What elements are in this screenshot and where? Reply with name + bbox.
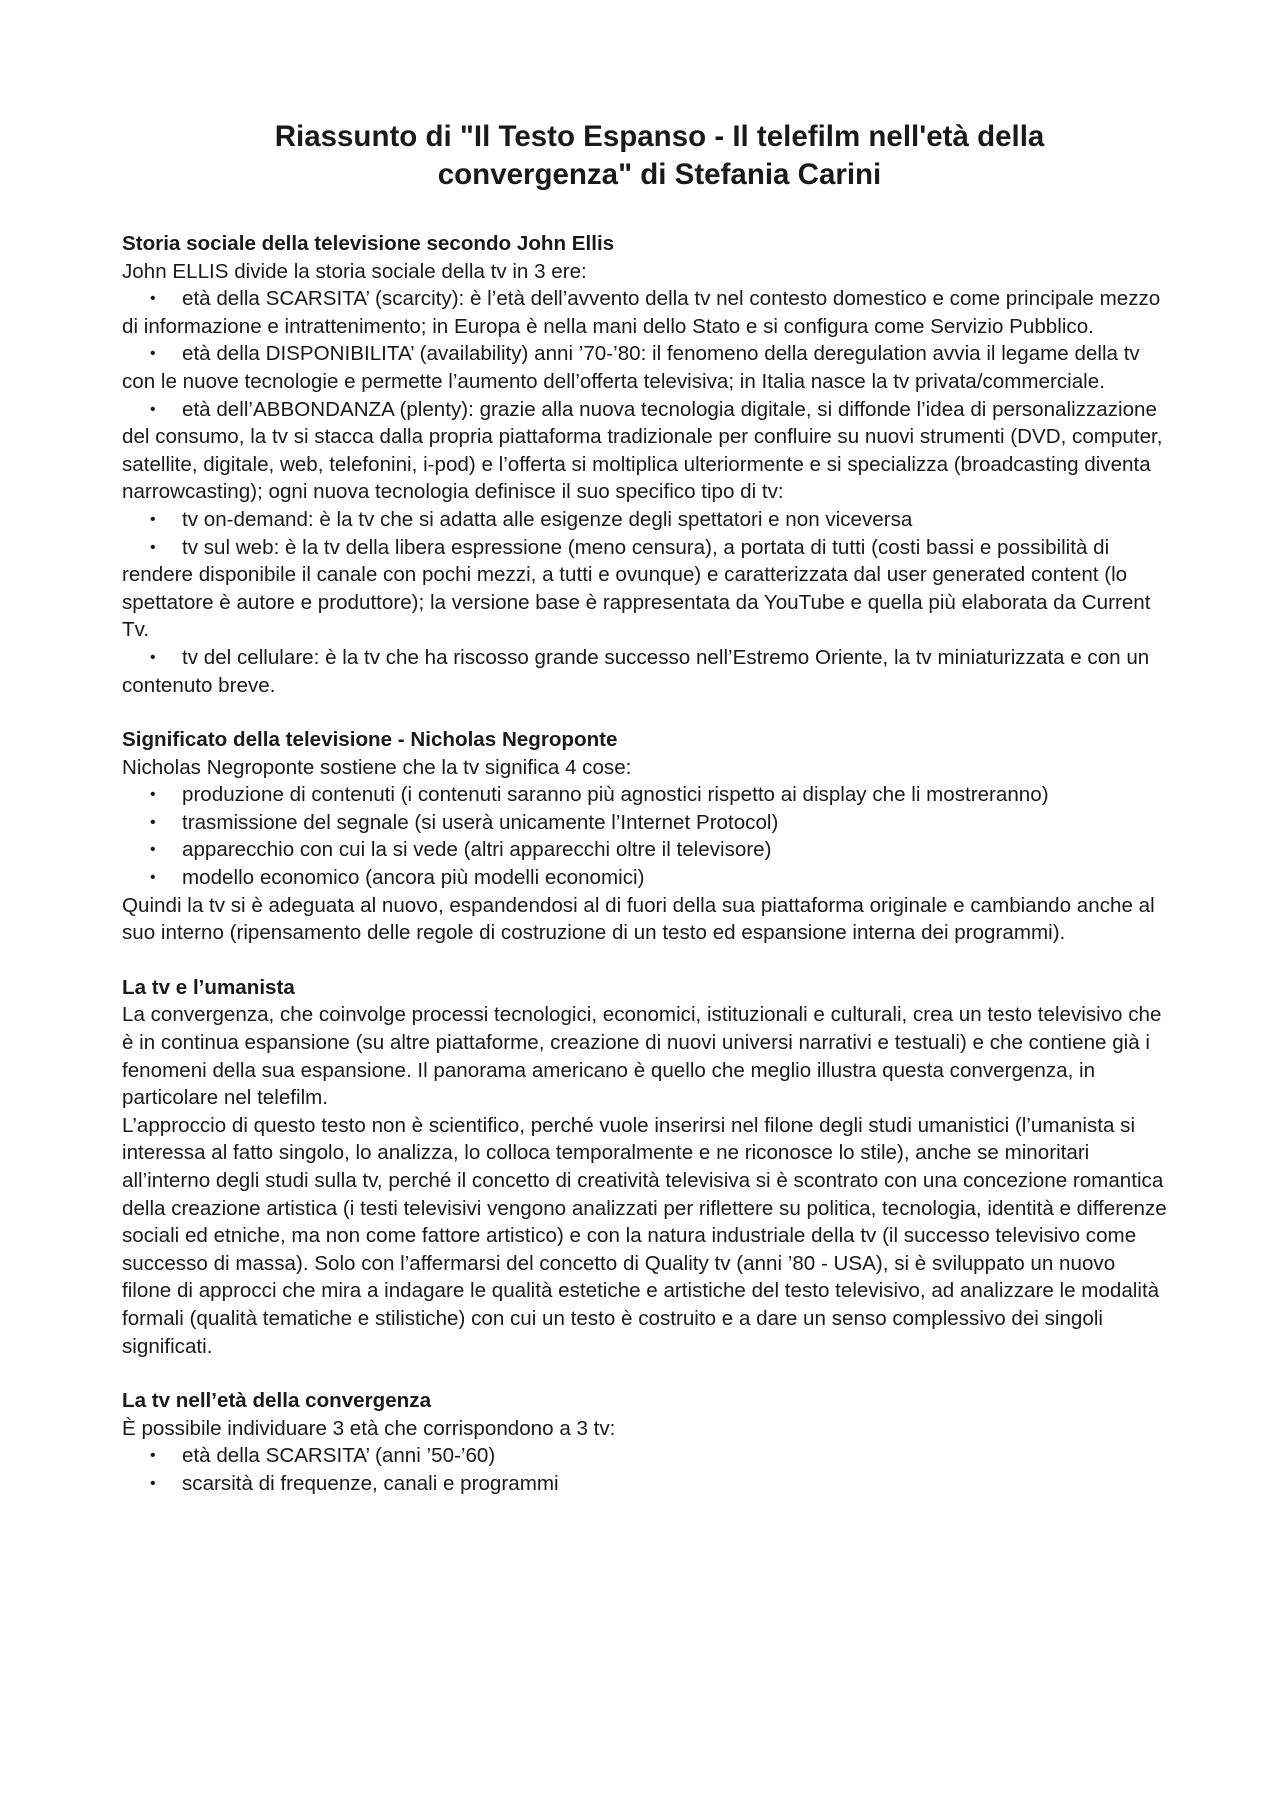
section-john-ellis <box>122 230 1167 699</box>
list-item <box>122 809 1167 837</box>
bullet-icon: • <box>150 345 156 363</box>
section-heading: La tv e l’umanista <box>122 975 295 999</box>
bullet-icon: • <box>150 510 156 528</box>
bullet-icon: • <box>150 400 156 418</box>
list-item-text: produzione di contenuti (i contenuti saranno più agnostici rispetto ai display che li mostreranno) <box>182 783 1049 807</box>
section-heading: Significato della televisione - Nicholas Negroponte <box>122 728 618 752</box>
section-intro: Nicholas Negroponte sostiene che la tv significa 4 cose: <box>122 755 632 779</box>
list-item-text: tv sul web: è la tv della libera espressione (meno censura), a portata di tutti (costi bassi e possibilità di rendere disponibile il canale con pochi mezzi, a tutti e ovunque) e caratterizzata dal user generated content (lo spettatore è autore e produttore); la versione base è rappresentata da YouTube e quella più elaborata da Current Tv. <box>122 535 1151 642</box>
section-tv-umanista <box>122 974 1167 1360</box>
bullet-list <box>122 781 1167 891</box>
bullet-icon: • <box>150 1447 156 1465</box>
title-line-1: Riassunto di "Il Testo Espanso - Il telefilm nell'età della <box>274 120 1045 153</box>
section-intro: John ELLIS divide la storia sociale della tv in 3 ere: <box>122 259 587 283</box>
list-item <box>122 1470 1167 1498</box>
list-item-text: tv del cellulare: è la tv che ha riscosso grande successo nell’Estremo Oriente, la tv miniaturizzata e con un contenuto breve. <box>122 645 1150 697</box>
list-item <box>122 781 1167 809</box>
list-item-text: modello economico (ancora più modelli economici) <box>182 866 645 890</box>
list-item <box>122 534 1167 644</box>
bullet-icon: • <box>150 1474 156 1492</box>
section-eta-convergenza <box>122 1387 1167 1497</box>
section-intro: È possibile individuare 3 età che corrispondono a 3 tv: <box>122 1416 616 1440</box>
document-title <box>182 118 1167 194</box>
document-page <box>122 118 1167 1498</box>
list-item <box>122 285 1167 340</box>
title-line-2: convergenza" di Stefania Carini <box>437 158 882 191</box>
list-item-text: età dell’ABBONDANZA (plenty): grazie alla nuova tecnologia digitale, si diffonde l’idea di personalizzazione del consumo, la tv si stacca dalla propria piattaforma tradizionale per confluire su nuovi strumenti (DVD, computer, satellite, digitale, web, telefonini, i-pod) e l’offerta si moltiplica ulteriormente e si specializza (broadcasting diventa narrowcasting); ogni nuova tecnologia definisce il suo specifico tipo di tv: <box>122 397 1163 504</box>
bullet-icon: • <box>150 786 156 804</box>
section-heading: La tv nell’età della convergenza <box>122 1389 432 1413</box>
list-item <box>122 864 1167 892</box>
bullet-list <box>122 285 1167 699</box>
section-conclusion: Quindi la tv si è adeguata al nuovo, espandendosi al di fuori della sua piattaforma originale e cambiando anche al suo interno (ripensamento delle regole di costruzione di un testo ed espansione interna dei programmi). <box>122 893 1155 945</box>
list-item <box>122 396 1167 506</box>
list-item-text: apparecchio con cui la si vede (altri apparecchi oltre il televisore) <box>182 838 772 862</box>
list-item-text: età della SCARSITA’ (scarcity): è l’età dell’avvento della tv nel contesto domestico e come principale mezzo di informazione e intrattenimento; in Europa è nella mani dello Stato e si configura come Servizio Pubblico. <box>122 287 1161 338</box>
list-item-text: tv on-demand: è la tv che si adatta alle esigenze degli spettatori e non viceversa <box>182 507 913 531</box>
list-item <box>122 340 1167 395</box>
bullet-list <box>122 1442 1167 1497</box>
list-item <box>122 506 1167 534</box>
bullet-icon: • <box>150 648 156 666</box>
bullet-icon: • <box>150 841 156 859</box>
bullet-icon: • <box>150 538 156 556</box>
paragraph: L’approccio di questo testo non è scientifico, perché vuole inserirsi nel filone degli studi umanistici (l’umanista si interessa al fatto singolo, lo analizza, lo colloca temporalmente e ne riconosce lo stile), anche se minoritari all’interno degli studi sulla tv, perché il concetto di creatività televisiva si è scontrato con una concezione romantica della creazione artistica (i testi televisivi vengono analizzati per riflettere su politica, tecnologia, identità e differenze sociali ed etniche, ma non come fattore artistico) e con la natura industriale della tv (il successo televisivo come successo di massa). Solo con l’affermarsi del concetto di Quality tv (anni ’80 - USA), si è sviluppato un nuovo filone di approcci che mira a indagare le qualità estetiche e artistiche del testo televisivo, ad analizzare le modalità formali (qualità tematiche e stilistiche) con cui un testo è costruito e a dare un senso complessivo dei singoli significati. <box>122 1113 1167 1358</box>
list-item <box>122 836 1167 864</box>
list-item-text: età della SCARSITA’ (anni ’50-’60) <box>182 1444 496 1468</box>
list-item <box>122 644 1167 699</box>
bullet-icon: • <box>150 813 156 831</box>
list-item-text: trasmissione del segnale (si userà unicamente l’Internet Protocol) <box>182 810 779 834</box>
bullet-icon: • <box>150 290 156 308</box>
bullet-icon: • <box>150 869 156 887</box>
list-item <box>122 1442 1167 1470</box>
list-item-text: età della DISPONIBILITA’ (availability) anni ’70-’80: il fenomeno della deregulation avvia il legame della tv con le nuove tecnologie e permette l’aumento dell’offerta televisiva; in Italia nasce la tv privata/commerciale. <box>122 342 1140 393</box>
paragraph: La convergenza, che coinvolge processi tecnologici, economici, istituzionali e culturali, crea un testo televisivo che è in continua espansione (su altre piattaforme, creazione di nuovi universi narrativi e testuali) e che contiene già i fenomeni della sua espansione. Il panorama americano è quello che meglio illustra questa convergenza, in particolare nel telefilm. <box>122 1003 1162 1110</box>
section-negroponte <box>122 726 1167 947</box>
list-item-text: scarsità di frequenze, canali e programmi <box>182 1471 559 1495</box>
section-heading: Storia sociale della televisione secondo John Ellis <box>122 232 615 255</box>
